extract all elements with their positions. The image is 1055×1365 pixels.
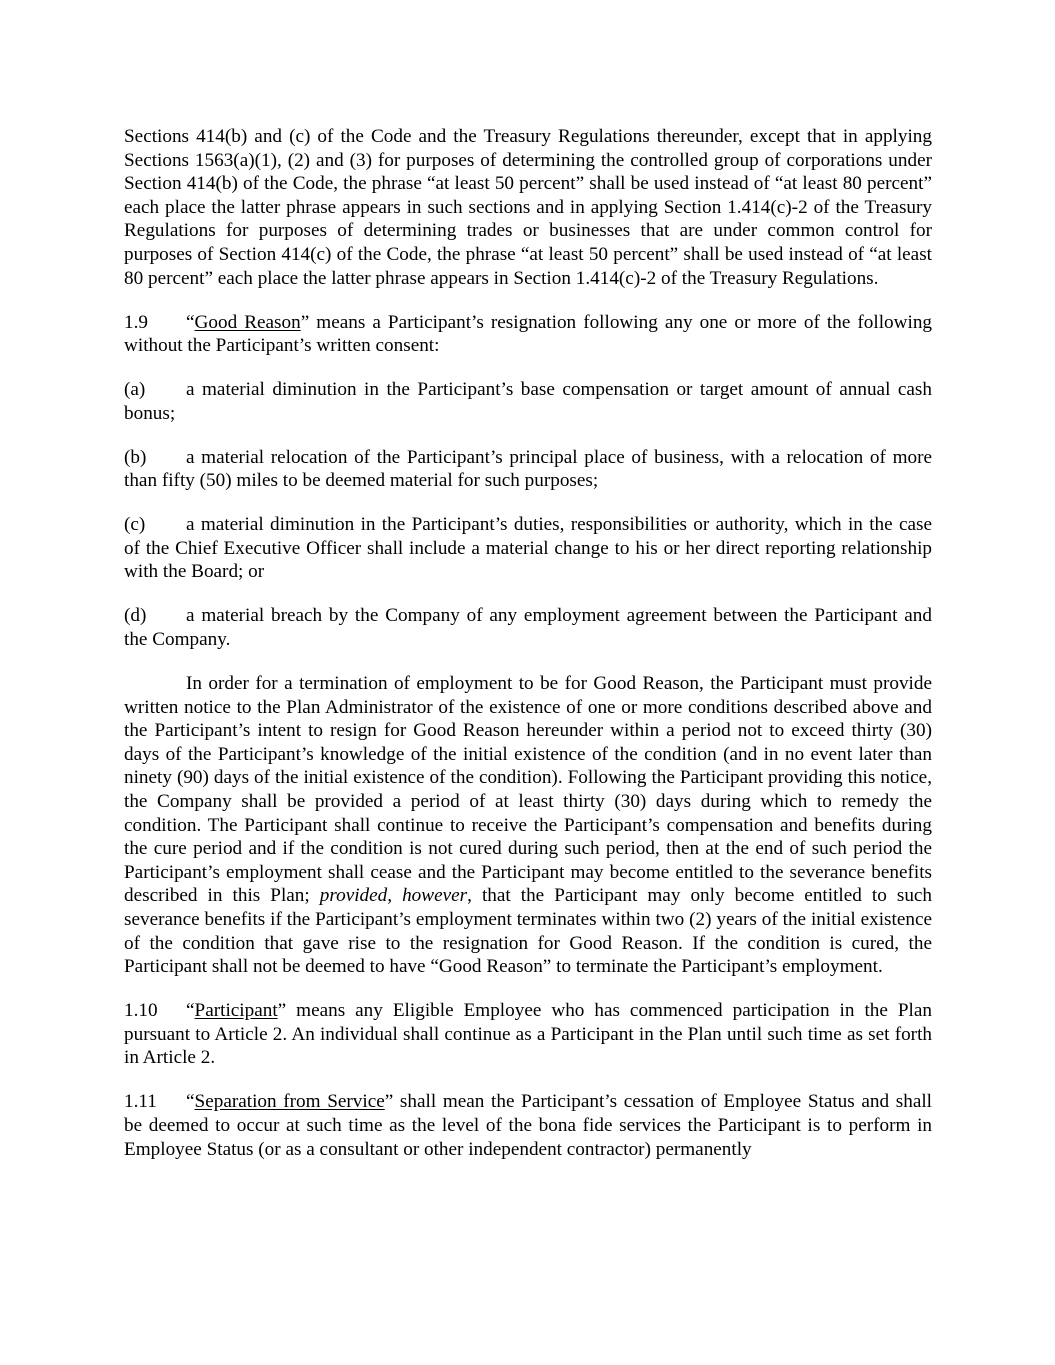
item-label: (a) [124,379,146,401]
good-reason-procedure-paragraph [124,672,932,979]
item-label: (b) [124,446,147,468]
list-item-c [124,513,932,584]
section-1-10 [124,999,932,1070]
item-text: a material diminution in the Participant’s duties, responsibilities or authority, which in the case of the Chief Executive Officer shall include a material change to his or her direct reporting relationship with the Board; or [124,514,932,583]
defined-term-participant: Participant [194,1000,278,1022]
section-1-11 [124,1090,932,1161]
section-number: 1.11 [124,1091,157,1113]
section-number: 1.10 [124,1000,158,1022]
item-text: a material relocation of the Participant’s principal place of business, with a relocation of more than fifty (50) miles to be deemed material for such purposes; [124,446,932,492]
paragraph-text: In order for a termination of employment to be for Good Reason, the Participant must provide written notice to the Plan Administrator of the existence of one or more conditions described above and the Participant’s intent to resign for Good Reason hereunder within a period not to exceed thirty (30) days of the Participant’s knowledge of the initial existence of the condition (and in no event later than ninety (90) days of the initial existence of the condition). Following the Participant providing this notice, the Company shall be provided a period of at least thirty (30) days during which to remedy the condition. The Participant shall continue to receive the Participant’s compensation and benefits during the cure period and if the condition is not cured during such period, then at the end of such period the Participant’s employment shall cease and the Participant may become entitled to the severance benefits described in this Plan; [124,673,932,907]
section-text: ” shall mean the Participant’s cessation of Employee Status and shall be deemed to occur at such time as the level of the bona fide services the Participant is to perform in Employee Status (or as a consultant or other independent contractor) permanently [124,1091,933,1160]
item-label: (c) [124,514,146,536]
list-item-a [124,378,932,425]
document-body [124,125,932,1181]
defined-term-separation-from-service: Separation from Service [194,1091,385,1113]
open-quote: “ [186,311,195,333]
list-item-d [124,604,932,651]
section-text: ” means a Participant’s resignation following any one or more of the following without the Participant’s written consent: [124,311,933,357]
section-1-9 [124,311,932,358]
section-text: ” means any Eligible Employee who has commenced participation in the Plan pursuant to Article 2. An individual shall continue as a Participant in the Plan until such time as set forth in Article 2. [124,1000,932,1069]
item-text: a material breach by the Company of any employment agreement between the Participant and the Company. [124,605,932,651]
item-text: a material diminution in the Participant’s base compensation or target amount of annual cash bonus; [124,379,932,424]
section-number: 1.9 [124,311,148,333]
item-label: (d) [124,605,147,627]
list-item-b [124,446,932,493]
intro-paragraph: Sections 414(b) and (c) of the Code and the Treasury Regulations thereunder, except that in applying Sections 1563(a)(1), (2) and (3) for purposes of determining the controlled group of corporations under Section 414(b) of the Code, the phrase “at least 50 percent” shall be used instead of “at least 80 percent” each place the latter phrase appears in such sections and in applying Section 1.414(c)-2 of the Treasury Regulations for purposes of determining trades or businesses that are under common control for purposes of Section 414(c) of the Code, the phrase “at least 50 percent” shall be used instead of “at least 80 percent” each place the latter phrase appears in Section 1.414(c)-2 of the Treasury Regulations. [124,126,932,289]
defined-term-good-reason: Good Reason [194,311,301,333]
italic-proviso: provided, however [319,885,468,907]
open-quote: “ [186,1091,195,1113]
open-quote: “ [186,1000,195,1022]
paragraph-text-continued: , that the Participant may only become entitled to such severance benefits if the Participant’s employment terminates within two (2) years of the initial existence of the condition that gave rise to the resignation for Good Reason. If the condition is cured, the Participant shall not be deemed to have “Good Reason” to terminate the Participant’s employment. [124,885,933,978]
